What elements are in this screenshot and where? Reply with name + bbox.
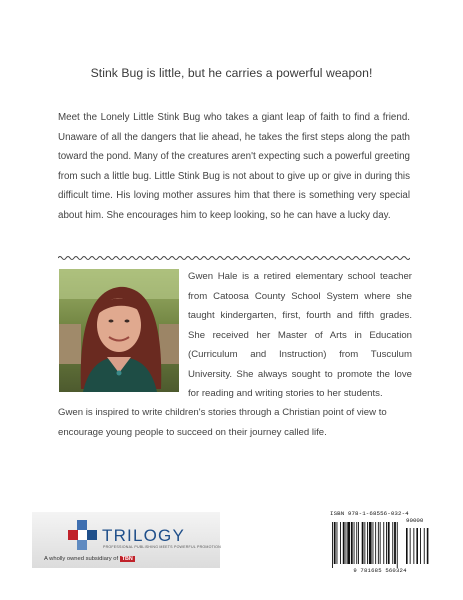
trilogy-mark-icon: [68, 520, 98, 550]
author-bio-continued: Gwen is inspired to write children's stories through a Christian point of view to encourage young people to succeed on their journey called life.: [58, 407, 387, 438]
wavy-divider: [58, 255, 410, 261]
publisher-subsidiary: [44, 556, 135, 562]
publisher-logo: [32, 512, 220, 568]
barcode-bars: [330, 516, 430, 568]
isbn-number: ISBN 978-1-68556-032-4: [330, 510, 409, 517]
barcode-digits: 9 781685 560324: [353, 567, 407, 574]
tagline: Stink Bug is little, but he carries a powerful weapon!: [90, 66, 373, 80]
price-code: 90000: [406, 517, 424, 524]
isbn-barcode: [330, 510, 430, 574]
author-photo: [59, 269, 179, 392]
subsidiary-text: A wholly owned subsidiary of: [44, 556, 119, 562]
tbn-logo: TBN: [121, 556, 133, 562]
publisher-tagline: PROFESSIONAL PUBLISHING MEETS POWERFUL PROMOTION: [103, 545, 221, 549]
book-blurb: Meet the Lonely Little Stink Bug who takes a giant leap of faith to find a friend. Unaware of all the dangers that lie ahead, he takes the first steps along the path toward the pond. Many of the creatures aren't expecting such a powerful greeting from such a little bug. Little Stink Bug is not about to give up or give in during this difficult time. His loving mother assures him that there is something very special about him. She encourages him to keep looking, so he can have a lucky day.: [58, 112, 410, 221]
author-bio: Gwen Hale is a retired elementary school teacher from Catoosa County School System where she taught kindergarten, first, fourth and fifth grades. She received her Master of Arts in Education (Curriculum and Instruction) from Tusculum University. She always sought to promote the love for reading and writing stories to her students.: [188, 271, 412, 399]
publisher-name: TRILOGY: [102, 526, 186, 545]
